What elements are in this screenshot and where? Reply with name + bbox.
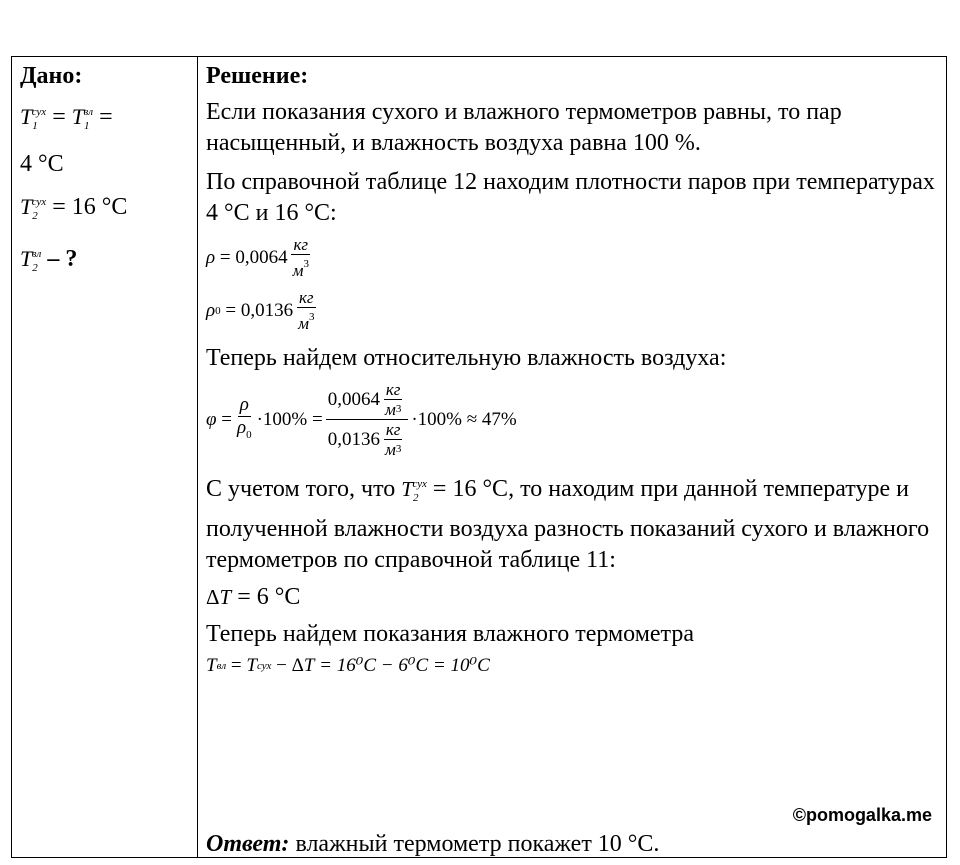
answer-text: влажный термометр покажет 10 °C. — [295, 831, 660, 857]
given-t2-value: = 16 °C — [52, 194, 128, 220]
paragraph-wet-reading: Теперь найдем показания влажного термометра — [206, 621, 694, 647]
paragraph-saturated: Если показания сухого и влажного термометров равны, то пар насыщенный, и влажность воздуха равна 100 %. — [206, 99, 842, 156]
phi-result: ·100% ≈ 47% — [411, 408, 517, 430]
answer-line — [206, 829, 659, 860]
answer-label: Ответ: — [206, 831, 290, 857]
paragraph-relative-humidity: Теперь найдем относительную влажность воздуха: — [206, 345, 727, 371]
rho-ratio: $\frac{\rho}{\rho_0}$ — [236, 393, 252, 441]
given-unknown: $T_2^{вл}$ – ? — [20, 246, 78, 274]
given-t1-value: 4 °C — [20, 151, 64, 177]
rho0-value: = 0,0136 — [225, 299, 294, 321]
paragraph-table12: По справочной таблице 12 находим плотности паров при температурах 4 °C и 16 °C: — [206, 169, 935, 226]
unit-fraction: $\frac{кг}{м^3}$ — [292, 235, 309, 280]
formula-rho: ρ = 0,0064 $\frac{кг}{м^3}$ — [206, 235, 309, 280]
unit-fraction: $\frac{кг}{м^3}$ — [298, 288, 315, 333]
given-t1-equality: $T_1^{сух} = T_1^{вл}$ = — [20, 104, 113, 132]
formula-phi: φ = $\frac{\rho}{\rho_0}$ ·100% = 0,0064 кг м 3 0,0136 кг м 3 ·100% ≈ 47% — [206, 380, 517, 459]
delta-t-line: ΔT = 6 °C — [206, 584, 301, 610]
density-ratio: 0,0064 кг м 3 0,0136 кг м 3 — [326, 380, 409, 459]
solution-heading: Решение: — [206, 63, 309, 89]
paragraph-table11: С учетом того, что $T_2^{сух} = 16$ °C, то находим при данной температуре и полученной влажности воздуха разность показаний сухого и влажного термометров по справочной таблице 11: — [206, 476, 930, 573]
watermark-text: ©pomogalka.me — [792, 805, 932, 825]
phi-mid: ·100% = — [256, 408, 323, 430]
rho-value: = 0,0064 — [219, 246, 288, 268]
formula-rho0: ρ 0 = 0,0136 $\frac{кг}{м^3}$ — [206, 288, 315, 333]
solution-table — [11, 56, 947, 858]
formula-wet-temperature: T вл = T сух − Δ T = 16⁰C − 6⁰C = 10⁰C — [206, 654, 490, 676]
unknown-marker: – ? — [47, 246, 78, 272]
given-column — [20, 61, 192, 287]
given-t2-dry: $T_2^{сух} = 16$ °C — [20, 194, 128, 222]
column-divider — [197, 57, 198, 857]
given-heading: Дано: — [20, 63, 83, 89]
